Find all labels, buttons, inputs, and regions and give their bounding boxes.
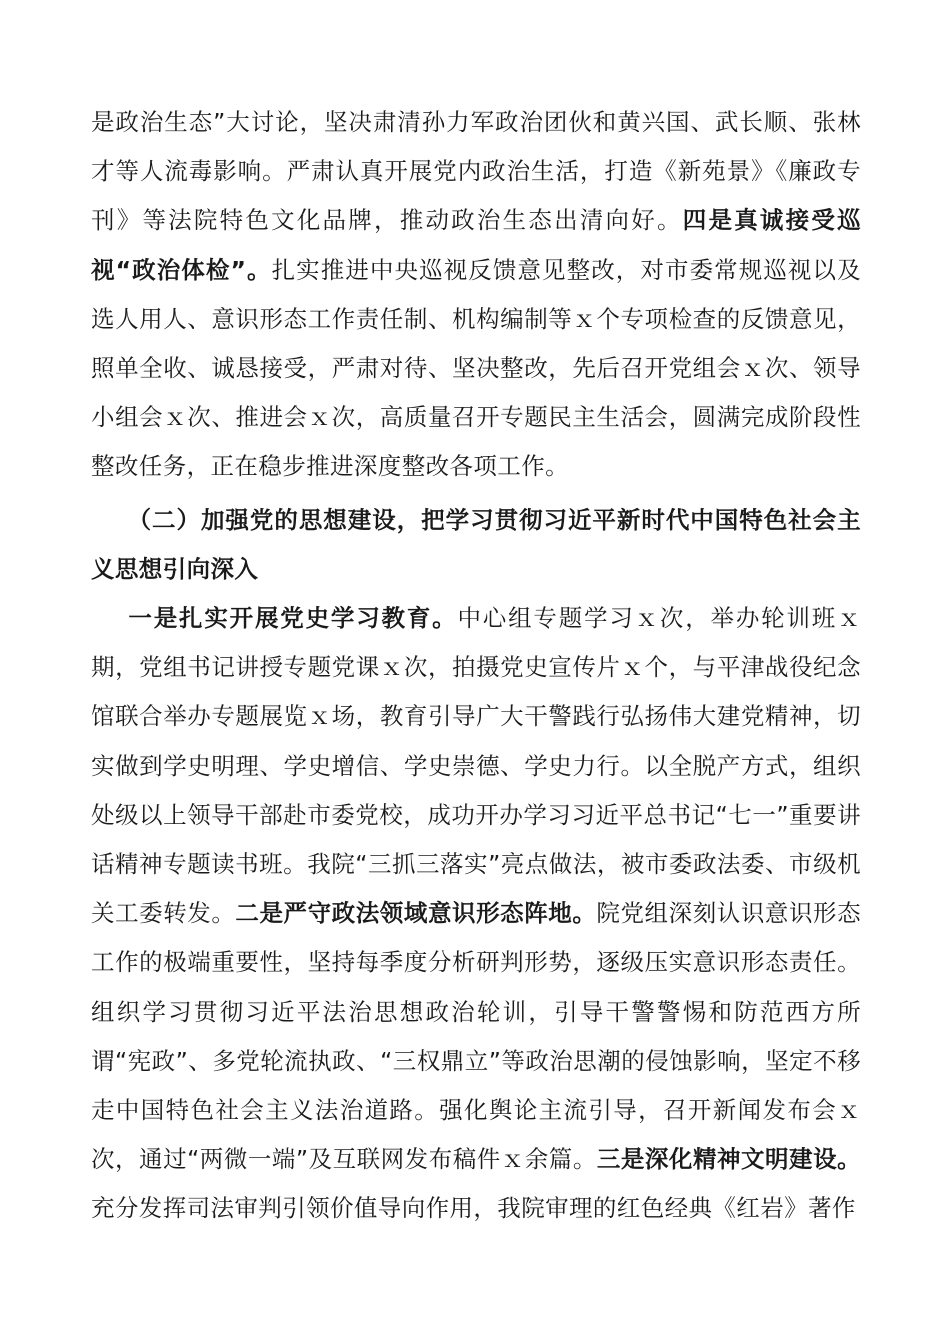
paragraph-ideology <box>91 594 861 1234</box>
point-heading-4: 四是真诚接受巡视“政治体检”。 <box>91 206 861 284</box>
paragraph-text: 是政治生态”大讨论，坚决肃清孙力军政治团伙和黄兴国、武长顺、张林才等人流毒影响。严肃认真开展党内政治生活，打造《新苑景》《廉政专刊》等法院特色文化品牌，推动政治生态出清向好。 <box>91 108 861 235</box>
point-heading-2: 二是严守政法领域意识形态阵地。 <box>235 899 597 928</box>
paragraph-text: 中心组专题学习ｘ次，举办轮训班ｘ期，党组书记讲授专题党课ｘ次，拍摄党史宣传片ｘ个，与平津战役纪念馆联合举办专题展览ｘ场，教育引导广大干警践行弘扬伟大建党精神，切实做到学史明理、学史增信、学史崇德、学史力行。以全脱产方式，组织处级以上领导干部赴市委党校，成功开办学习习近平总书记“七一”重要讲话精神专题读书班。我院“三抓三落实”亮点做法，被市委政法委、市级机关工委转发。 <box>91 604 862 928</box>
section-heading <box>91 496 861 594</box>
point-heading-1: 一是扎实开展党史学习教育。 <box>127 604 458 632</box>
paragraph-text: 院党组深刻认识意识形态工作的极端重要性，坚持每季度分析研判形势，逐级压实意识形态责任。组织学习贯彻习近平法治思想政治轮训，引导干警警惕和防范西方所谓“宪政”、多党轮流执政、“三权鼎立”等政治思潮的侵蚀影响，坚定不移走中国特色社会主义法治道路。强化舆论主流引导，召开新闻发布会ｘ次，通过“两微一端”及互联网发布稿件ｘ余篇。 <box>91 899 861 1174</box>
paragraph-text: 充分发挥司法审判引领价值导向作用，我院审理的红色经典《红岩》著作 <box>91 1194 856 1223</box>
point-heading-3: 三是深化精神文明建设。 <box>596 1145 861 1174</box>
paragraph-continued <box>91 98 861 492</box>
section-heading-text: （二）加强党的思想建设，把学习贯彻习近平新时代中国特色社会主义思想引向深入 <box>91 506 861 584</box>
paragraph-text: 扎实推进中央巡视反馈意见整改，对市委常规巡视以及选人用人、意识形态工作责任制、机构编制等ｘ个专项检查的反馈意见，照单全收、诚恳接受，严肃对待、坚决整改，先后召开党组会ｘ次、领导小组会ｘ次、推进会ｘ次，高质量召开专题民主生活会，圆满完成阶段性整改任务，正在稳步推进深度整改各项工作。 <box>91 255 861 481</box>
